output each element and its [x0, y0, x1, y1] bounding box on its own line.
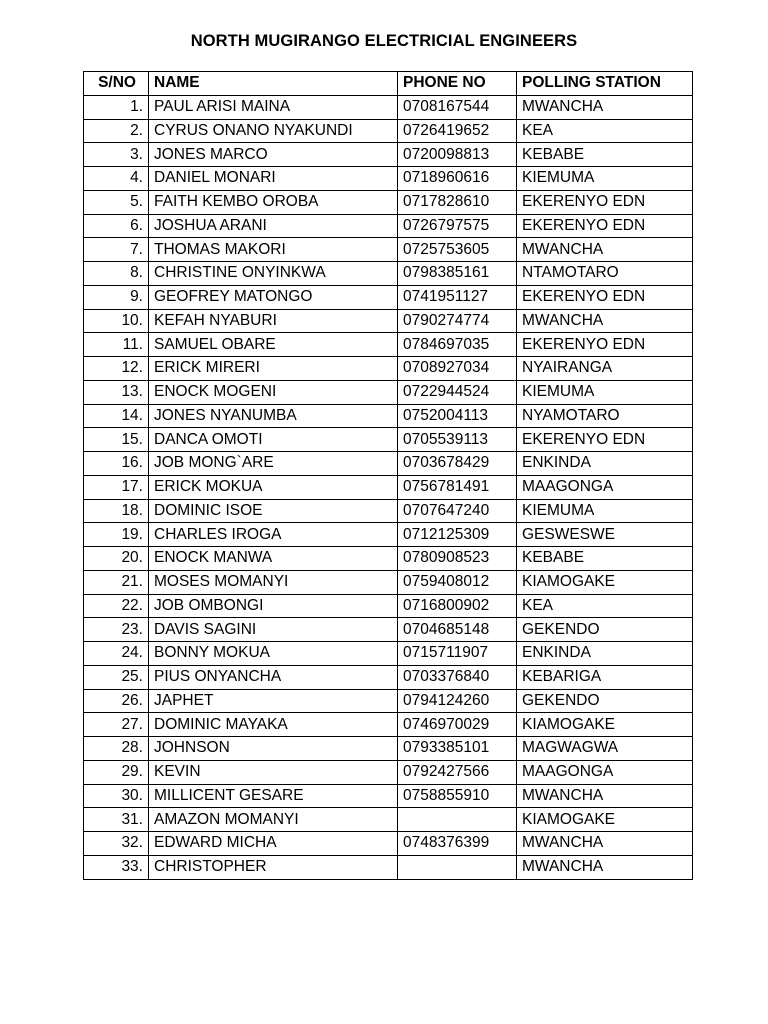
phone-cell: 0717828610: [398, 190, 517, 214]
table-row: [84, 499, 693, 523]
sno-cell: 5.: [84, 190, 149, 214]
station-cell: MAAGONGA: [517, 475, 693, 499]
sno-cell: 30.: [84, 784, 149, 808]
table-row: [84, 594, 693, 618]
sno-cell: 12.: [84, 357, 149, 381]
name-cell: SAMUEL OBARE: [149, 333, 398, 357]
table-row: [84, 357, 693, 381]
table-row: [84, 689, 693, 713]
name-cell: GEOFREY MATONGO: [149, 285, 398, 309]
sno-cell: 4.: [84, 167, 149, 191]
station-cell: MWANCHA: [517, 784, 693, 808]
station-cell: MWANCHA: [517, 95, 693, 119]
phone-cell: 0793385101: [398, 737, 517, 761]
name-cell: JOSHUA ARANI: [149, 214, 398, 238]
name-cell: JOB MONG`ARE: [149, 452, 398, 476]
station-cell: MWANCHA: [517, 309, 693, 333]
table-row: [84, 238, 693, 262]
name-cell: KEFAH NYABURI: [149, 309, 398, 333]
phone-cell: 0703678429: [398, 452, 517, 476]
phone-cell: 0790274774: [398, 309, 517, 333]
sno-cell: 27.: [84, 713, 149, 737]
phone-cell: 0704685148: [398, 618, 517, 642]
station-cell: KIAMOGAKE: [517, 570, 693, 594]
phone-cell: 0715711907: [398, 642, 517, 666]
sno-cell: 25.: [84, 665, 149, 689]
sno-cell: 15.: [84, 428, 149, 452]
station-cell: KIEMUMA: [517, 380, 693, 404]
sno-cell: 20.: [84, 547, 149, 571]
phone-cell: 0758855910: [398, 784, 517, 808]
sno-cell: 32.: [84, 832, 149, 856]
name-cell: ERICK MIRERI: [149, 357, 398, 381]
table-header-row: [84, 72, 693, 96]
page-title: NORTH MUGIRANGO ELECTRICIAL ENGINEERS: [190, 32, 578, 50]
table-row: [84, 523, 693, 547]
phone-cell: 0794124260: [398, 689, 517, 713]
station-cell: KIEMUMA: [517, 499, 693, 523]
phone-cell: 0722944524: [398, 380, 517, 404]
name-cell: JONES NYANUMBA: [149, 404, 398, 428]
station-cell: NYAMOTARO: [517, 404, 693, 428]
name-cell: BONNY MOKUA: [149, 642, 398, 666]
phone-cell: 0756781491: [398, 475, 517, 499]
phone-cell: 0792427566: [398, 760, 517, 784]
name-cell: ENOCK MANWA: [149, 547, 398, 571]
sno-cell: 18.: [84, 499, 149, 523]
sno-cell: 26.: [84, 689, 149, 713]
name-cell: THOMAS MAKORI: [149, 238, 398, 262]
name-cell: FAITH KEMBO OROBA: [149, 190, 398, 214]
phone-cell: 0718960616: [398, 167, 517, 191]
table-row: [84, 95, 693, 119]
table-row: [84, 285, 693, 309]
station-cell: KEA: [517, 119, 693, 143]
sno-cell: 19.: [84, 523, 149, 547]
name-cell: DOMINIC MAYAKA: [149, 713, 398, 737]
phone-cell: 0746970029: [398, 713, 517, 737]
sno-cell: 29.: [84, 760, 149, 784]
sno-cell: 17.: [84, 475, 149, 499]
name-cell: ENOCK MOGENI: [149, 380, 398, 404]
name-cell: JOB OMBONGI: [149, 594, 398, 618]
name-cell: JOHNSON: [149, 737, 398, 761]
phone-cell: 0708167544: [398, 95, 517, 119]
sno-cell: 8.: [84, 262, 149, 286]
phone-cell: 0780908523: [398, 547, 517, 571]
name-cell: EDWARD MICHA: [149, 832, 398, 856]
station-cell: EKERENYO EDN: [517, 428, 693, 452]
table-row: [84, 214, 693, 238]
sno-cell: 24.: [84, 642, 149, 666]
phone-cell: 0720098813: [398, 143, 517, 167]
name-cell: MILLICENT GESARE: [149, 784, 398, 808]
phone-cell: [398, 808, 517, 832]
table-row: [84, 713, 693, 737]
name-cell: JAPHET: [149, 689, 398, 713]
name-cell: DAVIS SAGINI: [149, 618, 398, 642]
table-row: [84, 808, 693, 832]
phone-cell: 0752004113: [398, 404, 517, 428]
table-row: [84, 642, 693, 666]
station-cell: GESWESWE: [517, 523, 693, 547]
phone-cell: 0726419652: [398, 119, 517, 143]
table-row: [84, 143, 693, 167]
table-row: [84, 547, 693, 571]
header-name: NAME: [149, 72, 398, 96]
station-cell: GEKENDO: [517, 689, 693, 713]
sno-cell: 23.: [84, 618, 149, 642]
station-cell: NTAMOTARO: [517, 262, 693, 286]
name-cell: MOSES MOMANYI: [149, 570, 398, 594]
station-cell: MWANCHA: [517, 238, 693, 262]
table-row: [84, 737, 693, 761]
name-cell: KEVIN: [149, 760, 398, 784]
name-cell: CHRISTINE ONYINKWA: [149, 262, 398, 286]
station-cell: NYAIRANGA: [517, 357, 693, 381]
table-row: [84, 665, 693, 689]
table-row: [84, 570, 693, 594]
phone-cell: 0798385161: [398, 262, 517, 286]
phone-cell: 0784697035: [398, 333, 517, 357]
name-cell: DANCA OMOTI: [149, 428, 398, 452]
name-cell: DOMINIC ISOE: [149, 499, 398, 523]
sno-cell: 1.: [84, 95, 149, 119]
table-row: [84, 618, 693, 642]
sno-cell: 7.: [84, 238, 149, 262]
sno-cell: 11.: [84, 333, 149, 357]
table-row: [84, 262, 693, 286]
sno-cell: 28.: [84, 737, 149, 761]
sno-cell: 6.: [84, 214, 149, 238]
table-row: [84, 309, 693, 333]
station-cell: MWANCHA: [517, 855, 693, 879]
header-polling-station: POLLING STATION: [517, 72, 693, 96]
table-body: [84, 95, 693, 879]
phone-cell: 0712125309: [398, 523, 517, 547]
station-cell: KEA: [517, 594, 693, 618]
phone-cell: 0759408012: [398, 570, 517, 594]
sno-cell: 22.: [84, 594, 149, 618]
sno-cell: 33.: [84, 855, 149, 879]
header-phone: PHONE NO: [398, 72, 517, 96]
station-cell: EKERENYO EDN: [517, 190, 693, 214]
table-row: [84, 428, 693, 452]
station-cell: MWANCHA: [517, 832, 693, 856]
phone-cell: 0707647240: [398, 499, 517, 523]
header-sno: S/NO: [84, 72, 149, 96]
phone-cell: 0741951127: [398, 285, 517, 309]
name-cell: ERICK MOKUA: [149, 475, 398, 499]
table-row: [84, 167, 693, 191]
sno-cell: 31.: [84, 808, 149, 832]
sno-cell: 13.: [84, 380, 149, 404]
phone-cell: 0716800902: [398, 594, 517, 618]
name-cell: CHARLES IROGA: [149, 523, 398, 547]
sno-cell: 2.: [84, 119, 149, 143]
name-cell: JONES MARCO: [149, 143, 398, 167]
station-cell: KIEMUMA: [517, 167, 693, 191]
station-cell: MAGWAGWA: [517, 737, 693, 761]
phone-cell: 0708927034: [398, 357, 517, 381]
sno-cell: 3.: [84, 143, 149, 167]
sno-cell: 16.: [84, 452, 149, 476]
station-cell: ENKINDA: [517, 452, 693, 476]
table-row: [84, 333, 693, 357]
phone-cell: 0703376840: [398, 665, 517, 689]
phone-cell: [398, 855, 517, 879]
table-row: [84, 452, 693, 476]
station-cell: KEBABE: [517, 143, 693, 167]
name-cell: PAUL ARISI MAINA: [149, 95, 398, 119]
station-cell: EKERENYO EDN: [517, 285, 693, 309]
table-row: [84, 760, 693, 784]
sno-cell: 21.: [84, 570, 149, 594]
table-row: [84, 855, 693, 879]
name-cell: AMAZON MOMANYI: [149, 808, 398, 832]
station-cell: GEKENDO: [517, 618, 693, 642]
table-row: [84, 404, 693, 428]
table-row: [84, 784, 693, 808]
station-cell: EKERENYO EDN: [517, 214, 693, 238]
station-cell: ENKINDA: [517, 642, 693, 666]
phone-cell: 0705539113: [398, 428, 517, 452]
engineers-table: [83, 71, 693, 880]
station-cell: KEBARIGA: [517, 665, 693, 689]
table-row: [84, 475, 693, 499]
sno-cell: 9.: [84, 285, 149, 309]
station-cell: EKERENYO EDN: [517, 333, 693, 357]
sno-cell: 10.: [84, 309, 149, 333]
table-row: [84, 190, 693, 214]
sno-cell: 14.: [84, 404, 149, 428]
table-row: [84, 832, 693, 856]
phone-cell: 0748376399: [398, 832, 517, 856]
name-cell: PIUS ONYANCHA: [149, 665, 398, 689]
phone-cell: 0726797575: [398, 214, 517, 238]
table-row: [84, 380, 693, 404]
name-cell: DANIEL MONARI: [149, 167, 398, 191]
station-cell: KIAMOGAKE: [517, 713, 693, 737]
station-cell: KIAMOGAKE: [517, 808, 693, 832]
station-cell: MAAGONGA: [517, 760, 693, 784]
station-cell: KEBABE: [517, 547, 693, 571]
phone-cell: 0725753605: [398, 238, 517, 262]
name-cell: CHRISTOPHER: [149, 855, 398, 879]
name-cell: CYRUS ONANO NYAKUNDI: [149, 119, 398, 143]
table-row: [84, 119, 693, 143]
